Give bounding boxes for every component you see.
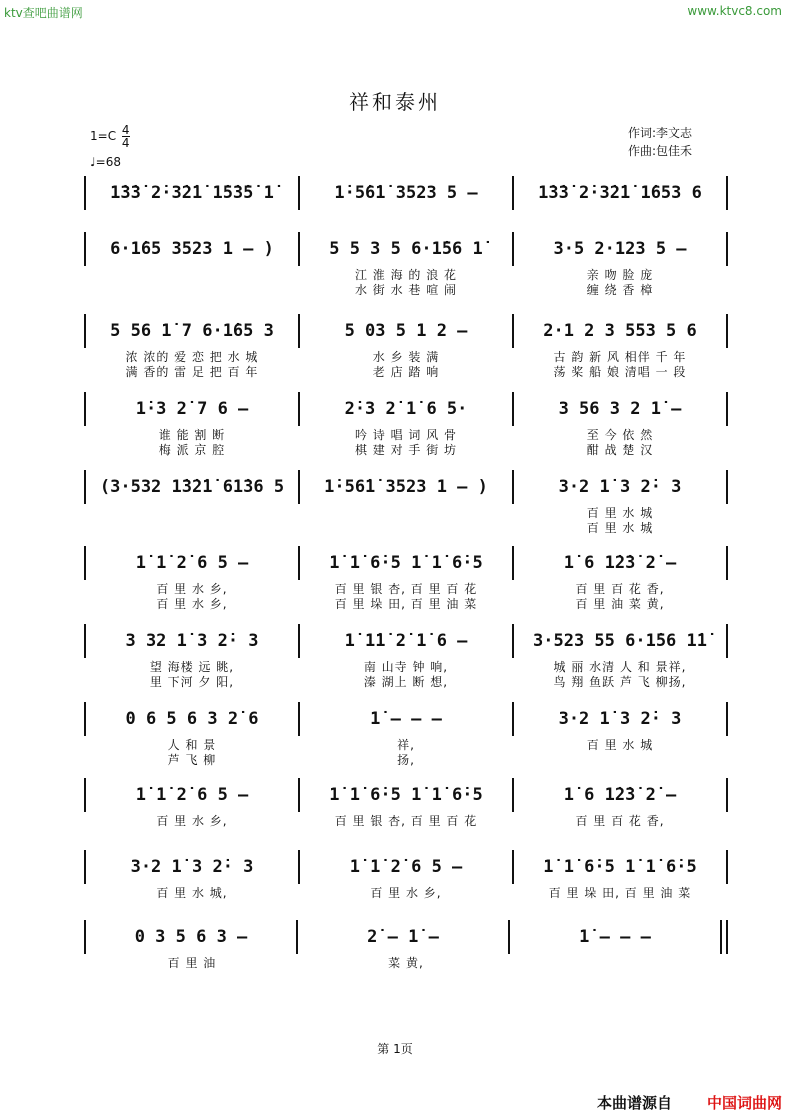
lyric-measure: 百 里 水 乡, [156, 582, 228, 596]
tempo-mark: ♩=68 [90, 155, 121, 169]
notes-row [84, 548, 728, 578]
notes-row [84, 780, 728, 810]
measure: 0 6 5 6 3 2̇ 6 [125, 709, 259, 729]
measure: 1̇ – – – [370, 709, 442, 729]
lyric-measure: 百 里 银 杏, 百 里 百 花 [334, 582, 478, 596]
lyric-measure: 菜 黄, [388, 956, 424, 970]
lyric-line [84, 954, 728, 970]
measure: 1̇ – – – [579, 927, 651, 947]
time-signature-top: 4 [121, 123, 130, 137]
song-title: 祥和泰州 [349, 90, 441, 114]
measure: 5 03 5 1 2 – [344, 321, 468, 341]
measure: 1̇·5̇6̇1̇ 3523 5 – [334, 183, 478, 203]
lyric-line [84, 363, 728, 379]
lyric-measure [300, 504, 512, 520]
staff-system [84, 626, 728, 696]
measure: 1̇ 1̇ 6̇·5 1̇ 1̇ 6̇·5 [329, 785, 483, 805]
staff-system [84, 472, 728, 542]
lyric-line [84, 426, 728, 442]
lyric-measure: 百 里 水 城 [586, 738, 654, 752]
notes-row [84, 704, 728, 734]
measure: 0 3 5 6 3 – [134, 927, 248, 947]
lyric-measure: 芦 飞 柳 [167, 753, 217, 767]
notes-row [84, 472, 728, 502]
lyric-line [84, 658, 728, 674]
measure: 3 32 1̇ 3 2̇· 3 [125, 631, 259, 651]
measure: 3·2 1̇ 3 2̇· 3 [558, 709, 682, 729]
measure: 2̇·3 2̇ 1̇ 6 5· [344, 399, 468, 419]
barline [726, 314, 728, 348]
staff-system [84, 780, 728, 850]
staff-system [84, 394, 728, 464]
notes-row [84, 316, 728, 346]
lyric-measure: 酣 战 楚 汉 [586, 443, 654, 457]
staff-system [84, 704, 728, 774]
barline [726, 392, 728, 426]
staff-system [84, 922, 728, 992]
lyric-line [84, 812, 728, 828]
notes-row [84, 922, 728, 952]
notes-row [84, 394, 728, 424]
lyric-measure [514, 954, 726, 970]
lyric-measure: 扬, [397, 753, 415, 767]
lyric-measure: 溱 湖上 断 想, [363, 675, 449, 689]
lyric-measure: 荡 桨 船 娘 清唱 一 段 [553, 365, 687, 379]
lyric-measure: 缠 绕 香 樟 [586, 283, 654, 297]
lyric-measure: 祥, [397, 738, 415, 752]
measure: 5 56 1̇ 7 6·1̇65 3 [110, 321, 274, 341]
notes-row [84, 852, 728, 882]
measure: 1̇ 1̇ 6̇·5 1̇ 1̇ 6̇·5 [543, 857, 697, 877]
lyric-measure [86, 281, 298, 297]
lyric-measure: 百 里 水 乡, [370, 886, 442, 900]
lyric-measure: 望 海楼 远 眺, [149, 660, 235, 674]
lyric-measure: 里 下河 夕 阳, [149, 675, 235, 689]
lyric-measure: 亲 吻 脸 庞 [586, 268, 654, 282]
time-signature [122, 124, 130, 149]
credits [628, 124, 692, 160]
barline [726, 232, 728, 266]
measure: 1̇·3 2̇ 7 6 – [135, 399, 249, 419]
measure: 3 56 3 2 1̇ – [558, 399, 682, 419]
key-signature: 1=C [90, 129, 117, 143]
barline [726, 850, 728, 884]
lyric-line [84, 348, 728, 364]
lyric-measure: 鸟 翔 鱼跃 芦 飞 柳扬, [553, 675, 687, 689]
lyric-measure [514, 751, 726, 767]
measure: 1̇3̇3̇ 2̇·3̇2̇1̇ 1̇5̇3̇5̇ 1̇ [110, 183, 274, 203]
lyric-measure: 百 里 水 乡, [156, 597, 228, 611]
measure: 1̇ 6 1̇2̇3̇ 2̇ – [563, 785, 677, 805]
lyric-measure: 水 街 水 巷 喧 闹 [354, 283, 458, 297]
lyric-line [84, 673, 728, 689]
barline [726, 176, 728, 210]
measure: 1̇ 1̇ 2̇ 6 5 – [135, 785, 249, 805]
lyric-measure [300, 519, 512, 535]
measure: 3·5 2·123 5 – [553, 239, 687, 259]
lyric-measure: 古 韵 新 风 相伴 千 年 [553, 350, 687, 364]
notes-row [84, 626, 728, 656]
lyric-measure: 百 里 水 城 [586, 506, 654, 520]
lyricist: 作词:李文志 [628, 126, 693, 140]
lyric-measure: 棋 建 对 手 街 坊 [354, 443, 458, 457]
barline [726, 778, 728, 812]
lyric-measure: 百 里 油 [167, 956, 217, 970]
watermark-top-left: ktv查吧曲谱网 [4, 6, 83, 20]
lyric-measure: 满 香的 雷 足 把 百 年 [125, 365, 259, 379]
measure: 3·2 1̇ 3 2̇· 3 [558, 477, 682, 497]
lyric-measure: 梅 派 京 腔 [158, 443, 226, 457]
measure: (3·532 1̇3̇2̇1̇ 61̇36 5 [99, 477, 285, 497]
barline [720, 920, 728, 954]
lyric-line [84, 595, 728, 611]
measure: 6·1̇65 3523 1 – ) [110, 239, 274, 259]
measure: 5 5 3 5 6·1̇56 1̇ [329, 239, 483, 259]
measure: 3·523 55 6·1̇56 1̇1̇ [533, 631, 707, 651]
lyric-measure [86, 519, 298, 535]
measure: 2·1 2 3 553 5 6 [543, 321, 697, 341]
measure: 1̇·56̇1̇ 3523 1 – ) [324, 477, 488, 497]
staff-system [84, 548, 728, 618]
lyric-measure: 南 山寺 钟 响, [363, 660, 449, 674]
lyric-measure: 水 乡 装 满 [372, 350, 440, 364]
page-number: 第 1页 [377, 1042, 413, 1056]
barline [726, 470, 728, 504]
lyric-measure: 吟 诗 唱 词 风 骨 [354, 428, 458, 442]
source-brand: 中国词曲网 [706, 1094, 782, 1112]
lyric-measure [86, 504, 298, 520]
notes-row [84, 178, 728, 208]
source-label: 本曲谱源自 [596, 1094, 672, 1112]
lyric-measure: 百 里 百 花 香, [575, 814, 665, 828]
lyric-measure: 百 里 百 花 香, [575, 582, 665, 596]
lyric-measure: 谁 能 割 断 [158, 428, 226, 442]
lyric-measure: 百 里 油 菜 黄, [575, 597, 665, 611]
staff-system [84, 234, 728, 304]
measure: 1̇ 1̇ 2̇ 6 5 – [349, 857, 463, 877]
score-meta [90, 124, 130, 169]
lyric-measure: 浓 浓的 爱 恋 把 水 城 [125, 350, 259, 364]
lyric-line [84, 884, 728, 900]
lyric-line [84, 519, 728, 535]
lyric-line [84, 736, 728, 752]
measure: 1̇ 1̇1̇ 2̇ 1̇ 6 – [344, 631, 468, 651]
measure: 1̇ 1̇ 6̇·5 1̇ 1̇ 6̇·5 [329, 553, 483, 573]
barline [726, 624, 728, 658]
lyric-measure: 百 里 水 城 [586, 521, 654, 535]
lyric-measure: 百 里 垛 田, 百 里 油 菜 [548, 886, 692, 900]
time-signature-bottom: 4 [121, 136, 130, 150]
lyric-measure: 至 今 依 然 [586, 428, 654, 442]
lyric-measure: 江 淮 海 的 浪 花 [354, 268, 458, 282]
lyric-measure: 百 里 垛 田, 百 里 油 菜 [334, 597, 478, 611]
measure: 1̇ 6 1̇2̇3̇ 2̇ – [563, 553, 677, 573]
lyric-line [84, 751, 728, 767]
measure: 1̇ 1̇ 2̇ 6 5 – [135, 553, 249, 573]
lyric-measure: 老 店 踏 响 [372, 365, 440, 379]
lyric-measure: 百 里 银 杏, 百 里 百 花 [334, 814, 478, 828]
measure: 2̇ – 1̇ – [367, 927, 439, 947]
lyric-measure: 百 里 水 乡, [156, 814, 228, 828]
lyric-line [84, 441, 728, 457]
barline [726, 546, 728, 580]
lyric-measure [86, 266, 298, 282]
lyric-measure: 百 里 水 城, [156, 886, 228, 900]
lyric-line [84, 504, 728, 520]
lyric-line [84, 266, 728, 282]
measure: 3·2 1̇ 3 2̇· 3 [130, 857, 254, 877]
lyric-line [84, 281, 728, 297]
measure: 1̇3̇3̇ 2̇·3̇2̇1̇ 1̇653 6 [538, 183, 702, 203]
lyric-line [84, 580, 728, 596]
lyric-measure: 城 丽 水清 人 和 景祥, [553, 660, 687, 674]
staff-system [84, 316, 728, 386]
staff-system [84, 852, 728, 922]
watermark-top-right: www.ktvc8.com [687, 4, 782, 18]
lyric-measure: 人 和 景 [167, 738, 217, 752]
composer: 作曲:包佳禾 [628, 144, 693, 158]
notes-row [84, 234, 728, 264]
barline [726, 702, 728, 736]
